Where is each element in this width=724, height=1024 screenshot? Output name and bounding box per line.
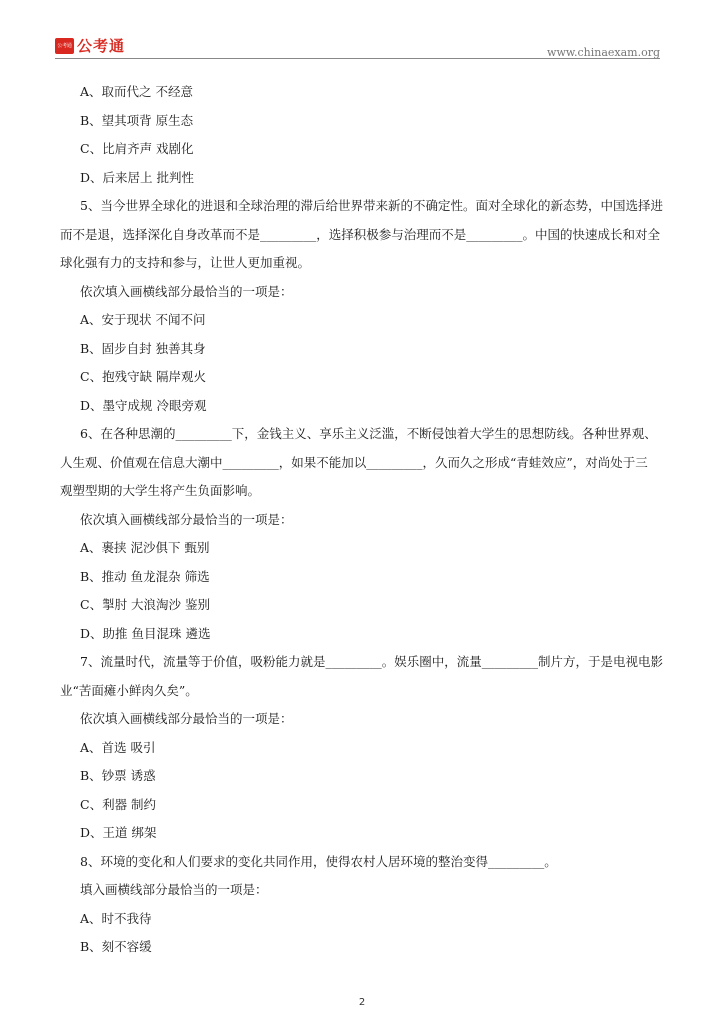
question-5-line: 5、当今世界全球化的进退和全球治理的滞后给世界带来新的不确定性。面对全球化的新态势，中国选择进 — [80, 198, 663, 213]
question-7-prompt: 依次填入画横线部分最恰当的一项是： — [80, 711, 293, 726]
logo-text: 公考通 — [77, 37, 126, 55]
question-6-line: 6、在各种思潮的_________下，金钱主义、享乐主义泛滥，不断侵蚀着大学生的思想防线。各种世界观、 — [80, 426, 657, 441]
q6-option-c: C、掣肘 大浪淘沙 鉴别 — [80, 597, 211, 612]
question-8-stem — [60, 848, 670, 877]
question-5-stem — [60, 192, 670, 278]
q4-option-a: A、取而代之 不经意 — [80, 84, 194, 99]
question-7-line: 业“苦面瘫小鲜肉久矣”。 — [60, 682, 198, 698]
question-6-line: 人生观、价值观在信息大潮中_________，如果不能加以_________，久而久之形成“青蛙效应”，对尚处于三 — [60, 454, 648, 470]
question-5-line: 而不是退，选择深化自身改革而不是_________，选择积极参与治理而不是_________。中国的快速成长和对全 — [60, 226, 661, 242]
page-number: 2 — [358, 997, 366, 1008]
q5-option-a: A、安于现状 不闻不问 — [80, 312, 206, 327]
header-divider — [55, 58, 660, 59]
q8-option-a: A、时不我待 — [80, 910, 152, 926]
q5-option-d: D、墨守成规 冷眼旁观 — [80, 397, 207, 413]
q6-option-d: D、助推 鱼目混珠 遴选 — [80, 625, 211, 641]
document-body — [60, 78, 670, 962]
q4-option-d: D、后来居上 批判性 — [80, 169, 194, 185]
question-5-prompt: 依次填入画横线部分最恰当的一项是： — [80, 283, 293, 299]
q7-option-a: A、首选 吸引 — [80, 739, 156, 755]
q5-option-c: C、抱残守缺 隔岸观火 — [80, 369, 207, 384]
question-5-line: 球化强有力的支持和参与，让世人更加重视。 — [60, 255, 311, 270]
logo — [55, 35, 125, 56]
logo-badge: 公考通 — [55, 38, 74, 54]
q4-option-c: C、比肩齐声 戏剧化 — [80, 141, 194, 156]
q7-option-b: B、钞票 诱惑 — [80, 768, 156, 783]
question-6-stem — [60, 420, 670, 506]
question-8-line: 8、环境的变化和人们要求的变化共同作用，使得农村人居环境的整治变得_________。 — [80, 853, 557, 869]
q5-option-b: B、固步自封 独善其身 — [80, 340, 206, 356]
site-url: www.chinaexam.org — [547, 46, 660, 59]
question-8-prompt: 填入画横线部分最恰当的一项是： — [80, 882, 268, 897]
q6-option-a: A、裹挟 泥沙俱下 甄别 — [80, 540, 210, 555]
q6-option-b: B、推动 鱼龙混杂 筛选 — [80, 568, 210, 584]
page-header — [0, 0, 724, 62]
q7-option-d: D、王道 绑架 — [80, 825, 157, 840]
question-7-stem — [60, 648, 670, 705]
question-6-line: 观塑型期的大学生将产生负面影响。 — [60, 483, 261, 498]
q8-option-b: B、刻不容缓 — [80, 939, 152, 954]
question-6-prompt: 依次填入画横线部分最恰当的一项是： — [80, 511, 293, 527]
q7-option-c: C、利器 制约 — [80, 796, 157, 812]
q4-option-b: B、望其项背 原生态 — [80, 112, 194, 128]
question-7-line: 7、流量时代，流量等于价值，吸粉能力就是_________。娱乐圈中，流量_________制片方，于是电视电影 — [80, 654, 663, 669]
